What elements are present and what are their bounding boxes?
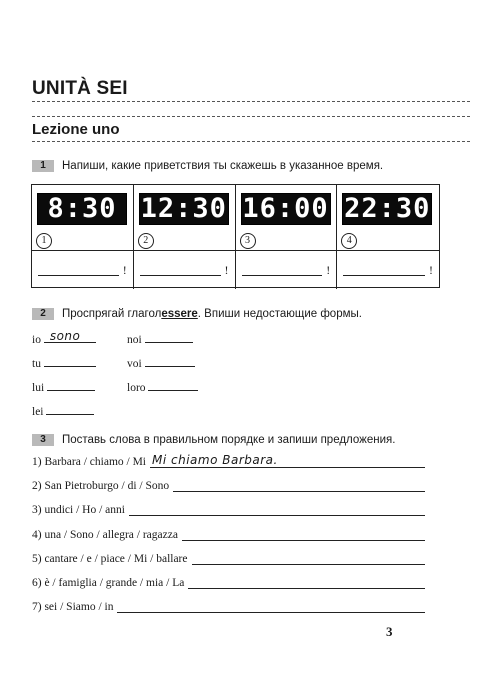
- divider: [32, 101, 470, 102]
- pronoun: voi: [127, 358, 142, 370]
- sentence-prompt: 1) Barbara / chiamo / Mi: [32, 456, 147, 468]
- answer-blank[interactable]: [44, 356, 96, 367]
- pronoun: tu: [32, 358, 41, 370]
- pronoun: noi: [127, 334, 142, 346]
- clock-cell: [32, 185, 134, 251]
- clock-cell: [337, 185, 439, 251]
- answer-blank[interactable]: [148, 380, 198, 391]
- sentence-item: [32, 601, 425, 613]
- unit-title: UNITÀ SEI: [32, 78, 128, 99]
- circled-number: 4: [341, 233, 357, 249]
- answer-line[interactable]: [343, 275, 425, 276]
- clock-cell: [134, 185, 236, 251]
- sentence-item: [32, 577, 425, 589]
- handwritten-answer: sono: [49, 329, 81, 343]
- answer-line[interactable]: [129, 504, 425, 516]
- answer-line[interactable]: [192, 553, 426, 565]
- circled-number: 2: [138, 233, 154, 249]
- exclamation-mark: !: [429, 263, 433, 277]
- answer-line[interactable]: [173, 480, 425, 492]
- answer-cell[interactable]: [337, 251, 439, 289]
- digital-clock: 8:30: [37, 193, 127, 225]
- conjugation-row: [32, 329, 96, 346]
- conjugation-row: [127, 332, 193, 346]
- sentence-prompt: 7) sei / Siamo / in: [32, 601, 114, 613]
- exercise-3-heading: [32, 434, 395, 446]
- exercise-number: 3: [32, 434, 54, 446]
- answer-line[interactable]: [242, 275, 323, 276]
- pronoun: lui: [32, 382, 45, 394]
- exercise-number: 2: [32, 308, 54, 320]
- sentence-item: [32, 504, 425, 516]
- exercise-instruction-post: . Впиши недостающие формы.: [197, 308, 362, 320]
- circled-number: 3: [240, 233, 256, 249]
- conjugation-row: [32, 356, 96, 370]
- sentence-item: [32, 480, 425, 492]
- page-number: 3: [386, 624, 393, 639]
- answer-blank[interactable]: [47, 380, 95, 391]
- exclamation-mark: !: [326, 263, 331, 277]
- exclamation-mark: !: [224, 263, 229, 277]
- exercise-instruction: Поставь слова в правильном порядке и запиши предложения.: [62, 434, 396, 446]
- verb-essere: essere: [161, 308, 198, 320]
- sentence-prompt: 5) cantare / e / piace / Mi / ballare: [32, 553, 188, 565]
- answer-line[interactable]: [140, 275, 221, 276]
- answer-blank[interactable]: [145, 332, 193, 343]
- circled-number: 1: [36, 233, 52, 249]
- digital-clock: 16:00: [242, 193, 329, 224]
- exercise-1-heading: [32, 160, 383, 172]
- sentence-item: [32, 553, 425, 565]
- digital-clock: 12:30: [140, 193, 227, 224]
- exclamation-mark: !: [122, 263, 127, 277]
- pronoun: io: [32, 334, 41, 346]
- handwritten-answer: Mi chiamo Barbara.: [152, 453, 278, 467]
- answer-line[interactable]: [182, 529, 425, 541]
- clock-table: [31, 184, 440, 288]
- sentence-prompt: 6) è / famiglia / grande / mia / La: [32, 577, 185, 589]
- pronoun: loro: [127, 382, 146, 394]
- answer-blank[interactable]: [145, 356, 195, 367]
- conjugation-row: [32, 380, 95, 394]
- answer-cell[interactable]: [32, 251, 134, 289]
- answer-line[interactable]: [117, 601, 425, 613]
- exercise-instruction-pre: Проспрягай глагол: [62, 308, 162, 320]
- conjugation-row: [32, 404, 94, 418]
- clock-cell: [236, 185, 338, 251]
- exercise-2-heading: [32, 308, 362, 320]
- divider: [32, 116, 470, 117]
- digital-clock: 22:30: [344, 193, 431, 224]
- conjugation-row: [127, 380, 198, 394]
- answer-line[interactable]: [188, 577, 425, 589]
- pronoun: lei: [32, 406, 44, 418]
- divider: [32, 141, 470, 142]
- conjugation-row: [127, 356, 195, 370]
- answer-cell[interactable]: [134, 251, 236, 289]
- sentence-prompt: 3) undici / Ho / anni: [32, 504, 125, 516]
- sentence-prompt: 4) una / Sono / allegra / ragazza: [32, 529, 178, 541]
- exercise-instruction: Напиши, какие приветствия ты скажешь в указанное время.: [62, 160, 384, 172]
- lesson-title: Lezione uno: [32, 121, 120, 138]
- exercise-number: 1: [32, 160, 54, 172]
- answer-blank[interactable]: [44, 329, 96, 343]
- sentence-item: [32, 529, 425, 541]
- answer-blank[interactable]: [46, 404, 94, 415]
- answer-line[interactable]: [38, 275, 119, 276]
- sentence-prompt: 2) San Pietroburgo / di / Sono: [32, 480, 170, 492]
- answer-line[interactable]: [150, 453, 425, 468]
- sentence-item: [32, 453, 425, 468]
- answer-cell[interactable]: [236, 251, 338, 289]
